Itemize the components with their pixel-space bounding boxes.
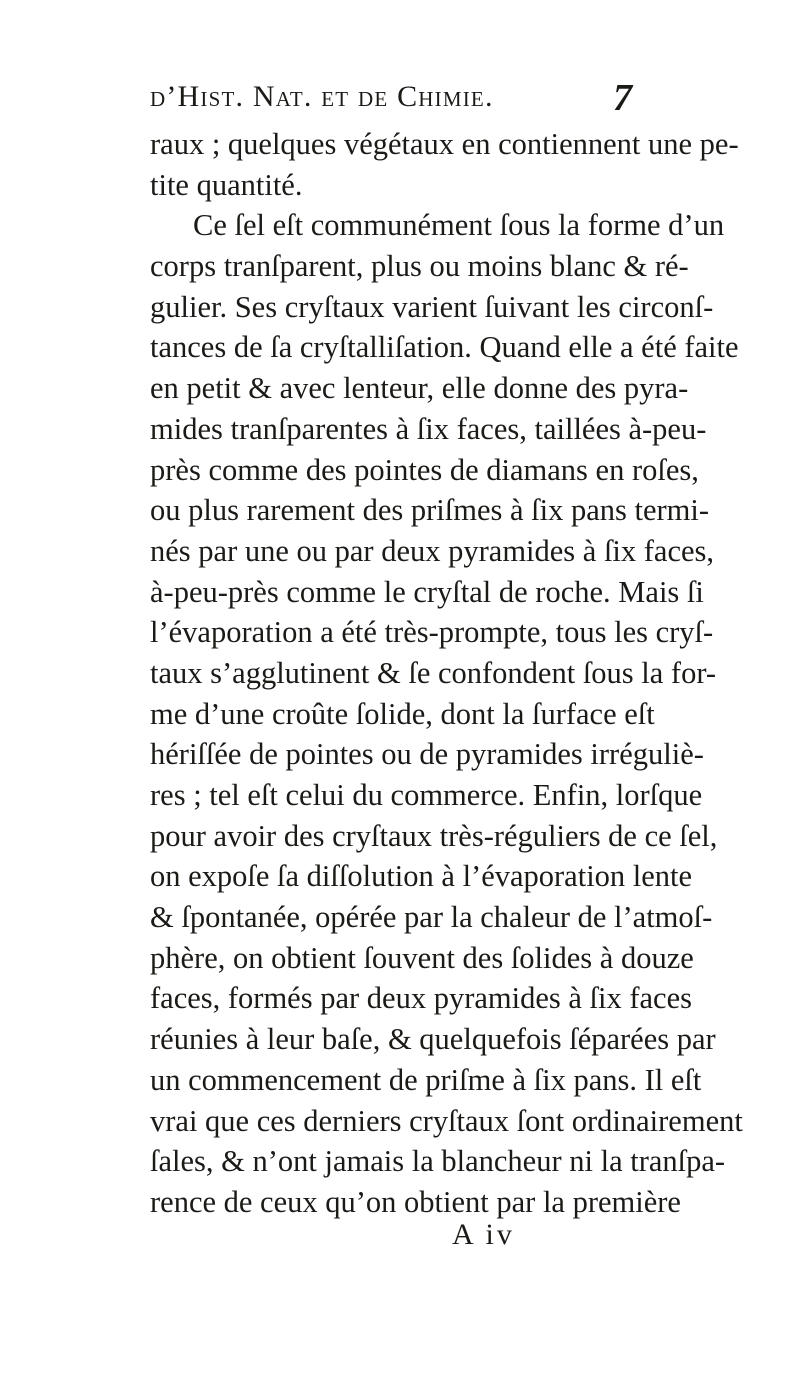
text-line: tite quantité.: [150, 167, 303, 202]
running-head: [148, 77, 632, 120]
page-number: 7: [613, 77, 632, 119]
text-line: phère, on obtient ſouvent des ſolides à douze: [150, 940, 694, 975]
paragraph-first-line: Ce ſel eſt communément ſous la forme d’un: [193, 208, 725, 243]
text-line: taux s’agglutinent & ſe confondent ſous la for-: [150, 655, 717, 690]
text-line: ſales, & n’ont jamais la blancheur ni la tranſpa-: [150, 1144, 726, 1179]
text-line: vrai que ces derniers cryſtaux ſont ordinairement: [150, 1103, 743, 1138]
text-line: faces, formés par deux pyramides à ſix faces: [150, 981, 692, 1016]
text-line: gulier. Ses cryſtaux varient ſuivant les circonſ-: [150, 289, 714, 324]
text-line: un commencement de priſme à ſix pans. Il eſt: [150, 1062, 702, 1097]
text-line: & ſpontanée, opérée par la chaleur de l’atmoſ-: [150, 900, 713, 935]
running-title: d’Hist. Nat. et de Chimie.: [150, 80, 494, 113]
text-line: près comme des pointes de diamans en roſes,: [150, 452, 699, 487]
text-line: me d’une croûte ſolide, dont la ſurface eſt: [150, 696, 655, 731]
text-line: rence de ceux qu’on obtient par la première: [150, 1184, 681, 1219]
text-line: mides tranſparentes à ſix faces, taillées à-peu-: [150, 411, 707, 446]
signature-mark: A iv: [452, 1218, 515, 1251]
text-line: nés par une ou par deux pyramides à ſix faces,: [150, 533, 715, 568]
text-line: l’évaporation a été très-prompte, tous les cryſ-: [150, 615, 714, 650]
text-line: hériſſée de pointes ou de pyramides irréguliè-: [150, 737, 704, 772]
body-text: [150, 124, 743, 1223]
text-line: raux ; quelques végétaux en contiennent une pe-: [150, 127, 739, 161]
text-line: ou plus rarement des priſmes à ſix pans termi-: [150, 493, 710, 528]
text-line: pour avoir des cryſtaux très-réguliers de ce ſel,: [150, 818, 718, 853]
text-line: à-peu-près comme le cryſtal de roche. Mais ſi: [150, 574, 704, 609]
text-line: tances de ſa cryſtalliſation. Quand elle a été faite: [150, 330, 739, 365]
text-line: corps tranſparent, plus ou moins blanc & ré-: [150, 249, 689, 284]
text-line: en petit & avec lenteur, elle donne des pyra-: [150, 371, 689, 406]
text-line: réunies à leur baſe, & quelquefois ſéparées par: [150, 1022, 716, 1057]
text-line: res ; tel eſt celui du commerce. Enfin, lorſque: [150, 778, 703, 812]
text-line: on expoſe ſa diſſolution à l’évaporation lente: [150, 859, 693, 894]
